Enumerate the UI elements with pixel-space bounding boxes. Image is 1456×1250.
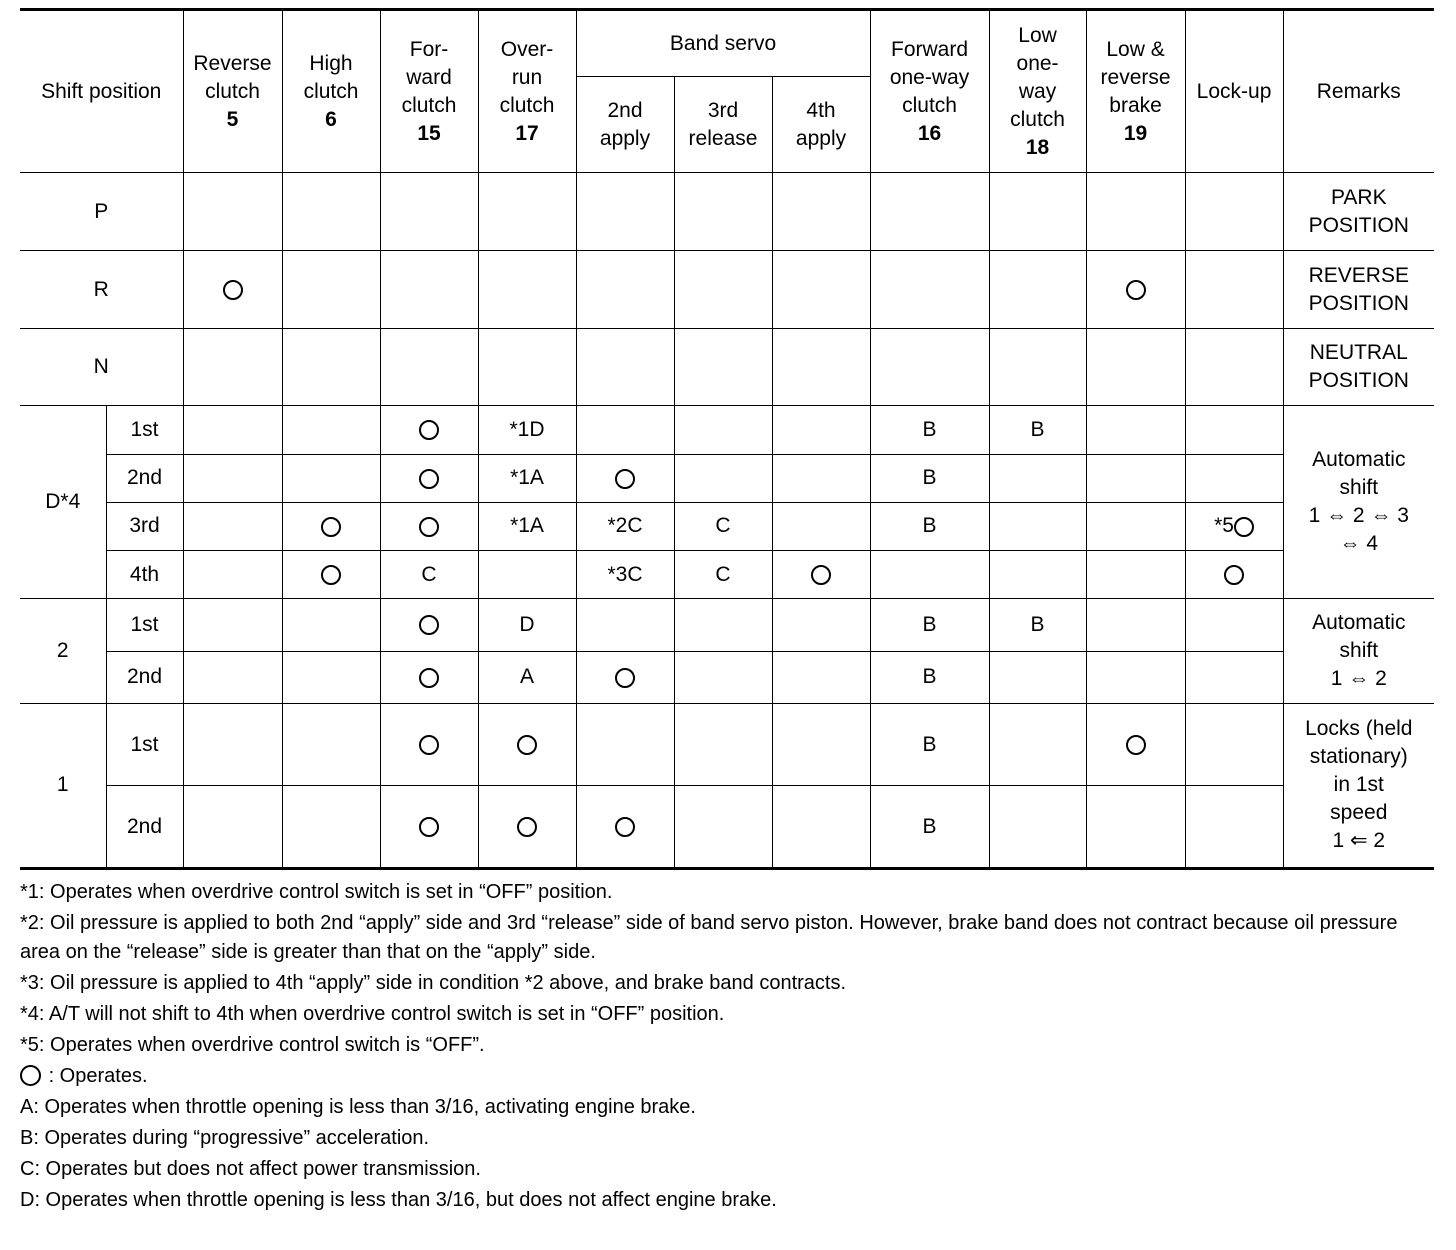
matrix-cell bbox=[380, 328, 478, 405]
matrix-cell bbox=[576, 703, 674, 785]
matrix-cell bbox=[1086, 651, 1185, 703]
matrix-cell bbox=[870, 651, 989, 703]
header-band-servo: Band servo bbox=[576, 10, 870, 77]
header-lockup: Lock-up bbox=[1185, 10, 1283, 173]
matrix-cell bbox=[674, 251, 772, 328]
matrix-cell bbox=[478, 786, 576, 869]
operates-circle-icon bbox=[517, 735, 537, 755]
matrix-cell bbox=[870, 502, 989, 550]
shift-position-cell: P bbox=[20, 173, 183, 251]
header-high-clutch: High clutch 6 bbox=[282, 10, 380, 173]
matrix-cell bbox=[772, 599, 870, 651]
matrix-cell bbox=[380, 599, 478, 651]
matrix-cell bbox=[478, 328, 576, 405]
legend-item: B: Operates during “progressive” acceleration. bbox=[20, 1127, 430, 1149]
footnote: *5: Operates when overdrive control switch is “OFF”. bbox=[20, 1034, 485, 1056]
matrix-cell bbox=[282, 703, 380, 785]
matrix-cell bbox=[478, 454, 576, 502]
gear-cell: 3rd bbox=[106, 502, 183, 550]
matrix-cell bbox=[870, 454, 989, 502]
matrix-cell bbox=[989, 406, 1086, 454]
gear-cell: 4th bbox=[106, 551, 183, 599]
table-row bbox=[20, 173, 1434, 251]
matrix-cell bbox=[870, 173, 989, 251]
matrix-cell bbox=[772, 651, 870, 703]
matrix-cell bbox=[282, 173, 380, 251]
table-row bbox=[20, 502, 1434, 550]
matrix-cell bbox=[380, 406, 478, 454]
matrix-cell bbox=[183, 651, 282, 703]
gear-cell: 2nd bbox=[106, 454, 183, 502]
matrix-cell bbox=[380, 502, 478, 550]
shift-position-cell: 1 bbox=[20, 703, 106, 868]
matrix-cell bbox=[282, 328, 380, 405]
operates-circle-icon bbox=[419, 735, 439, 755]
matrix-cell bbox=[772, 502, 870, 550]
operates-circle-icon bbox=[517, 817, 537, 837]
matrix-cell bbox=[282, 786, 380, 869]
header-low-oneway-clutch: Low one- way clutch 18 bbox=[989, 10, 1086, 173]
matrix-cell bbox=[1185, 599, 1283, 651]
matrix-cell bbox=[870, 786, 989, 869]
matrix-cell bbox=[183, 786, 282, 869]
table-row bbox=[20, 599, 1434, 651]
matrix-cell bbox=[576, 599, 674, 651]
matrix-cell bbox=[1185, 251, 1283, 328]
cell-mark: D bbox=[519, 613, 535, 637]
cell-mark: *5 bbox=[1214, 514, 1234, 538]
matrix-cell bbox=[478, 173, 576, 251]
matrix-cell bbox=[576, 502, 674, 550]
cell-mark: B bbox=[922, 514, 937, 538]
matrix-cell bbox=[576, 454, 674, 502]
matrix-cell bbox=[282, 502, 380, 550]
matrix-cell bbox=[478, 551, 576, 599]
gear-cell: 2nd bbox=[106, 786, 183, 869]
matrix-cell bbox=[576, 786, 674, 869]
matrix-cell bbox=[1185, 703, 1283, 785]
header-band-2nd-apply: 2nd apply bbox=[576, 77, 674, 173]
shift-position-cell: N bbox=[20, 328, 183, 405]
matrix-cell bbox=[183, 703, 282, 785]
operates-circle-icon bbox=[321, 517, 341, 537]
operates-circle-icon bbox=[1126, 735, 1146, 755]
gear-cell: 1st bbox=[106, 599, 183, 651]
matrix-cell bbox=[380, 703, 478, 785]
legend-item: D: Operates when throttle opening is less than 3/16, but does not affect engine brake. bbox=[20, 1189, 777, 1211]
shift-position-cell: 2 bbox=[20, 599, 106, 704]
cell-mark: B bbox=[922, 613, 937, 637]
matrix-cell bbox=[282, 551, 380, 599]
header-reverse-clutch: Reverse clutch 5 bbox=[183, 10, 282, 173]
matrix-cell bbox=[989, 703, 1086, 785]
cell-mark: C bbox=[421, 562, 437, 586]
matrix-cell bbox=[989, 599, 1086, 651]
shift-schedule-table bbox=[20, 8, 1434, 870]
operates-circle-icon bbox=[1224, 565, 1244, 585]
matrix-cell bbox=[989, 651, 1086, 703]
cell-mark: B bbox=[922, 814, 937, 838]
matrix-cell bbox=[870, 551, 989, 599]
matrix-cell bbox=[772, 173, 870, 251]
matrix-cell bbox=[380, 786, 478, 869]
matrix-cell bbox=[1185, 328, 1283, 405]
matrix-cell bbox=[1185, 551, 1283, 599]
table-row bbox=[20, 406, 1434, 454]
matrix-cell bbox=[772, 454, 870, 502]
matrix-cell bbox=[1086, 703, 1185, 785]
matrix-cell bbox=[183, 599, 282, 651]
table-row bbox=[20, 551, 1434, 599]
matrix-cell bbox=[1086, 502, 1185, 550]
matrix-cell bbox=[870, 328, 989, 405]
matrix-cell bbox=[478, 703, 576, 785]
operates-circle-icon bbox=[1126, 280, 1146, 300]
matrix-cell bbox=[380, 173, 478, 251]
matrix-cell bbox=[1185, 786, 1283, 869]
matrix-cell bbox=[989, 328, 1086, 405]
matrix-cell bbox=[576, 251, 674, 328]
matrix-cell bbox=[989, 786, 1086, 869]
cell-mark: *1A bbox=[510, 466, 544, 490]
remark-cell: Locks (held stationary) in 1st speed 1 ⇐ 2 bbox=[1283, 703, 1434, 868]
remark-cell: Automatic shift 1 ⇔ 2 ⇔ 3 ⇔ 4 bbox=[1283, 406, 1434, 599]
cell-mark: C bbox=[715, 562, 731, 586]
matrix-cell bbox=[1086, 599, 1185, 651]
operates-circle-icon bbox=[615, 469, 635, 489]
matrix-cell bbox=[674, 599, 772, 651]
circle-icon bbox=[20, 1065, 41, 1086]
matrix-cell bbox=[870, 599, 989, 651]
matrix-cell bbox=[282, 454, 380, 502]
matrix-cell bbox=[282, 251, 380, 328]
legend-item: C: Operates but does not affect power transmission. bbox=[20, 1158, 481, 1180]
operates-circle-icon bbox=[321, 565, 341, 585]
matrix-cell bbox=[772, 328, 870, 405]
cell-mark: *1A bbox=[510, 514, 544, 538]
gear-cell: 2nd bbox=[106, 651, 183, 703]
matrix-cell bbox=[674, 328, 772, 405]
cell-mark: C bbox=[715, 514, 731, 538]
matrix-cell bbox=[674, 173, 772, 251]
legend-item: A: Operates when throttle opening is less than 3/16, activating engine brake. bbox=[20, 1096, 696, 1118]
matrix-cell bbox=[183, 551, 282, 599]
operates-circle-icon bbox=[419, 420, 439, 440]
operates-circle-icon bbox=[615, 817, 635, 837]
footnotes bbox=[20, 878, 1440, 1217]
operates-circle-icon bbox=[1234, 517, 1254, 537]
matrix-cell bbox=[772, 406, 870, 454]
operates-circle-icon bbox=[419, 469, 439, 489]
matrix-cell bbox=[183, 502, 282, 550]
matrix-cell bbox=[576, 406, 674, 454]
matrix-cell bbox=[989, 251, 1086, 328]
matrix-cell bbox=[772, 551, 870, 599]
matrix-cell bbox=[989, 173, 1086, 251]
operates-circle-icon bbox=[419, 615, 439, 635]
matrix-cell bbox=[183, 328, 282, 405]
operates-circle-icon bbox=[419, 668, 439, 688]
footnote: *3: Oil pressure is applied to 4th “apply” side in condition *2 above, and brake band contracts. bbox=[20, 972, 847, 994]
cell-mark: *3C bbox=[607, 562, 643, 586]
cell-mark: B bbox=[1030, 613, 1045, 637]
cell-mark: B bbox=[1030, 417, 1045, 441]
operates-circle-icon bbox=[419, 817, 439, 837]
matrix-cell bbox=[674, 502, 772, 550]
header-shift-position: Shift position bbox=[20, 10, 183, 173]
shift-position-cell: D*4 bbox=[20, 406, 106, 599]
matrix-cell bbox=[576, 328, 674, 405]
operates-circle-icon bbox=[811, 565, 831, 585]
matrix-cell bbox=[1086, 551, 1185, 599]
matrix-cell bbox=[1086, 251, 1185, 328]
matrix-cell bbox=[1086, 406, 1185, 454]
footnote: *1: Operates when overdrive control switch is set in “OFF” position. bbox=[20, 881, 613, 903]
matrix-cell bbox=[380, 551, 478, 599]
gear-cell: 1st bbox=[106, 406, 183, 454]
matrix-cell bbox=[478, 406, 576, 454]
remark-cell: NEUTRAL POSITION bbox=[1283, 328, 1434, 405]
shift-position-cell: R bbox=[20, 251, 183, 328]
matrix-cell bbox=[478, 599, 576, 651]
matrix-cell bbox=[674, 786, 772, 869]
matrix-cell bbox=[576, 651, 674, 703]
matrix-cell bbox=[1185, 502, 1283, 550]
matrix-cell bbox=[674, 703, 772, 785]
matrix-cell bbox=[183, 454, 282, 502]
matrix-cell bbox=[674, 454, 772, 502]
matrix-cell bbox=[674, 651, 772, 703]
footnote: *2: Oil pressure is applied to both 2nd “apply” side and 3rd “release” side of band servo piston. However, brake band does not contract because oil pressure area on the “release” side is greater than that on the “apply” side. bbox=[20, 912, 1398, 963]
matrix-cell bbox=[870, 406, 989, 454]
table-row bbox=[20, 454, 1434, 502]
matrix-cell bbox=[478, 502, 576, 550]
matrix-cell bbox=[183, 251, 282, 328]
matrix-cell bbox=[380, 454, 478, 502]
matrix-cell bbox=[380, 651, 478, 703]
matrix-cell bbox=[576, 551, 674, 599]
legend-operates-text: : Operates. bbox=[48, 1065, 148, 1087]
table-row bbox=[20, 786, 1434, 869]
matrix-cell bbox=[772, 786, 870, 869]
matrix-cell bbox=[380, 251, 478, 328]
remark-cell: REVERSE POSITION bbox=[1283, 251, 1434, 328]
matrix-cell bbox=[989, 454, 1086, 502]
matrix-cell bbox=[1086, 786, 1185, 869]
operates-circle-icon bbox=[223, 280, 243, 300]
table-row bbox=[20, 651, 1434, 703]
cell-mark: B bbox=[922, 417, 937, 441]
remark-cell: Automatic shift 1 ⇔ 2 bbox=[1283, 599, 1434, 704]
matrix-cell bbox=[282, 406, 380, 454]
table-row bbox=[20, 328, 1434, 405]
matrix-cell bbox=[282, 651, 380, 703]
matrix-cell bbox=[1185, 173, 1283, 251]
matrix-cell bbox=[183, 406, 282, 454]
matrix-cell bbox=[772, 251, 870, 328]
header-band-3rd-release: 3rd release bbox=[674, 77, 772, 173]
cell-mark: A bbox=[519, 665, 534, 689]
table-row bbox=[20, 703, 1434, 785]
matrix-cell bbox=[1086, 173, 1185, 251]
matrix-cell bbox=[989, 502, 1086, 550]
operates-circle-icon bbox=[615, 668, 635, 688]
cell-mark: B bbox=[922, 732, 937, 756]
cell-mark: B bbox=[922, 466, 937, 490]
cell-mark: B bbox=[922, 665, 937, 689]
remark-cell: PARK POSITION bbox=[1283, 173, 1434, 251]
matrix-cell bbox=[870, 703, 989, 785]
matrix-cell bbox=[989, 551, 1086, 599]
matrix-cell bbox=[1185, 651, 1283, 703]
matrix-cell bbox=[478, 651, 576, 703]
header-overrun-clutch: Over- run clutch 17 bbox=[478, 10, 576, 173]
operates-circle-icon bbox=[419, 517, 439, 537]
matrix-cell bbox=[576, 173, 674, 251]
legend-operates bbox=[20, 1062, 1440, 1091]
footnote: *4: A/T will not shift to 4th when overdrive control switch is set in “OFF” position. bbox=[20, 1003, 725, 1025]
header-band-4th-apply: 4th apply bbox=[772, 77, 870, 173]
header-low-reverse-brake: Low & reverse brake 19 bbox=[1086, 10, 1185, 173]
header-remarks: Remarks bbox=[1283, 10, 1434, 173]
matrix-cell bbox=[674, 406, 772, 454]
header-forward-oneway-clutch: Forward one-way clutch 16 bbox=[870, 10, 989, 173]
matrix-cell bbox=[674, 551, 772, 599]
matrix-cell bbox=[282, 599, 380, 651]
header-forward-clutch: For- ward clutch 15 bbox=[380, 10, 478, 173]
matrix-cell bbox=[1185, 454, 1283, 502]
matrix-cell bbox=[1086, 454, 1185, 502]
matrix-cell bbox=[1086, 328, 1185, 405]
matrix-cell bbox=[870, 251, 989, 328]
matrix-cell bbox=[772, 703, 870, 785]
matrix-cell bbox=[478, 251, 576, 328]
cell-mark: *1D bbox=[509, 417, 545, 441]
cell-mark: *2C bbox=[607, 514, 643, 538]
table-row bbox=[20, 251, 1434, 328]
gear-cell: 1st bbox=[106, 703, 183, 785]
matrix-cell bbox=[183, 173, 282, 251]
matrix-cell bbox=[1185, 406, 1283, 454]
